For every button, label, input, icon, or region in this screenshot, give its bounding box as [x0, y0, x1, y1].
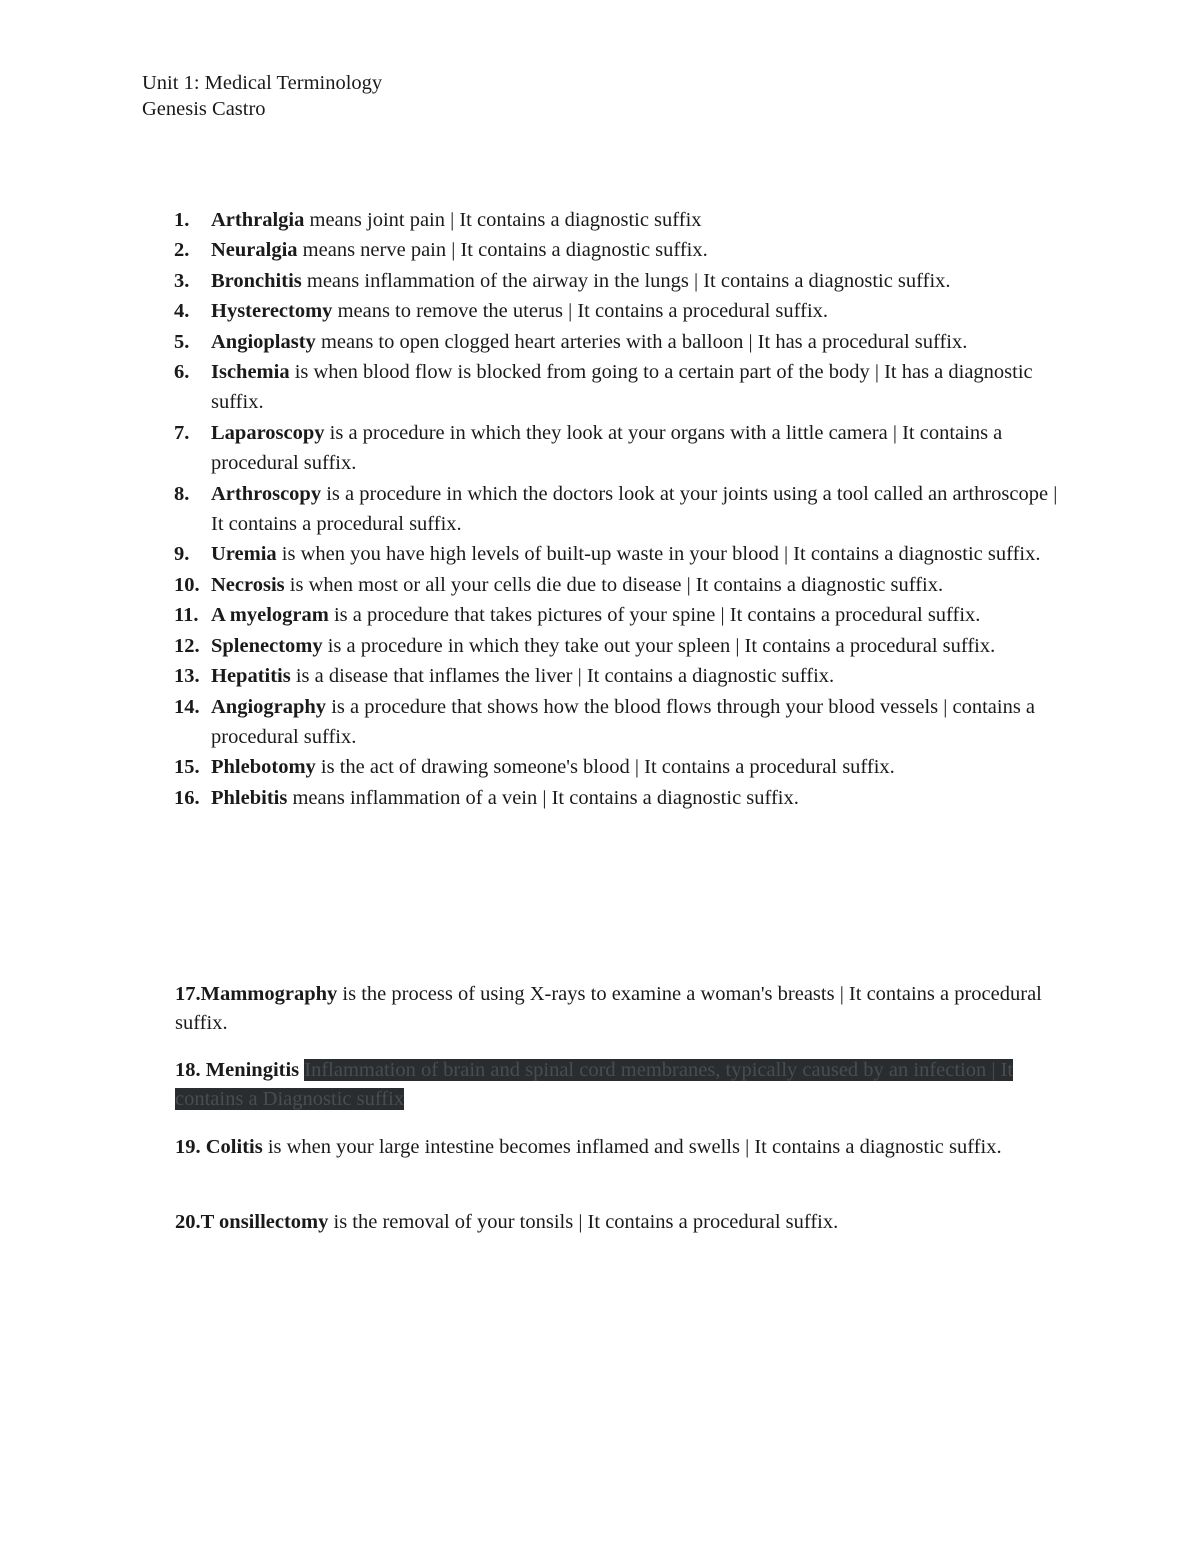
definition: is when most or all your cells die due to disease | It contains a diagnostic suffix.: [284, 573, 944, 596]
term: Bronchitis: [211, 269, 302, 292]
paragraph-20: 20.T onsillectomy is the removal of your tonsils | It contains a procedural suffix.: [175, 1211, 839, 1233]
definition: is the removal of your tonsils | It contains a procedural suffix.: [328, 1211, 839, 1233]
paragraph-19: 19. Colitis is when your large intestine becomes inflamed and swells | It contains a diagnostic suffix.: [175, 1136, 1002, 1158]
definition: is when blood flow is blocked from going to a certain part of the body | It has a diagnostic suffix.: [211, 361, 1033, 414]
term: Hysterectomy: [211, 300, 333, 323]
term: Angioplasty: [211, 330, 316, 353]
list-item: 8. Arthroscopy is a procedure in which the doctors look at your joints using a tool called an arthroscope | It contains a procedural suffix.: [174, 482, 1058, 536]
term: Meningitis: [205, 1059, 300, 1081]
term: T onsillectomy: [200, 1211, 329, 1233]
paragraph-18: 18. Meningitis Inflammation of brain and spinal cord membranes, typically caused by an infection | It contains a Diagnostic suffix: [175, 1059, 1014, 1110]
list-item: 3. Bronchitis means inflammation of the airway in the lungs | It contains a diagnostic suffix.: [174, 269, 951, 292]
term: Splenectomy: [211, 634, 323, 657]
list-item: 11. A myelogram is a procedure that takes pictures of your spine | It contains a procedural suffix.: [174, 604, 981, 627]
term: Colitis: [205, 1136, 263, 1158]
list-item: 2. Neuralgia means nerve pain | It contains a diagnostic suffix.: [174, 239, 708, 262]
term: Uremia: [211, 543, 277, 566]
definition: is when your large intestine becomes inflamed and swells | It contains a diagnostic suffix.: [262, 1136, 1002, 1158]
list-item: 1. Arthralgia means joint pain | It contains a diagnostic suffix: [174, 209, 702, 231]
term: Arthroscopy: [211, 482, 322, 505]
definition: is a procedure in which they look at your organs with a little camera | It contains a procedural suffix.: [211, 421, 1003, 475]
definition: means inflammation of the airway in the lungs | It contains a diagnostic suffix.: [301, 269, 951, 292]
term: Angiography: [211, 695, 327, 718]
list-item: 6. Ischemia is when blood flow is blocked from going to a certain part of the body | It has a diagnostic suffix.: [174, 361, 1033, 414]
list-item: 4. Hysterectomy means to remove the uterus | It contains a procedural suffix.: [174, 300, 829, 323]
definition: is when you have high levels of built-up waste in your blood | It contains a diagnostic suffix.: [276, 543, 1041, 566]
list-item: 12. Splenectomy is a procedure in which they take out your spleen | It contains a procedural suffix.: [174, 634, 996, 657]
list-item: 10. Necrosis is when most or all your cells die due to disease | It contains a diagnostic suffix.: [174, 573, 944, 596]
terminology-list: [142, 205, 1062, 813]
term: Ischemia: [211, 361, 290, 384]
definition: is the act of drawing someone's blood | It contains a procedural suffix.: [315, 756, 895, 779]
definition: means to open clogged heart arteries with a balloon | It has a procedural suffix.: [315, 330, 968, 353]
highlighted-definition: Inflammation of brain and spinal cord membranes, typically caused by an infection | It contains a Diagnostic suffix: [175, 1059, 1014, 1110]
definition: means nerve pain | It contains a diagnostic suffix.: [297, 239, 708, 262]
list-item: 9. Uremia is when you have high levels of built-up waste in your blood | It contains a diagnostic suffix.: [174, 543, 1041, 566]
term: Hepatitis: [211, 665, 291, 688]
term: Neuralgia: [211, 239, 298, 262]
term: Laparoscopy: [211, 421, 325, 444]
term: Necrosis: [211, 573, 285, 596]
list-item: 7. Laparoscopy is a procedure in which they look at your organs with a little camera | It contains a procedural suffix.: [174, 421, 1003, 475]
definition: is the process of using X-rays to examine a woman's breasts | It contains a procedural suffix.: [175, 983, 1042, 1034]
list-item: 5. Angioplasty means to open clogged heart arteries with a balloon | It has a procedural suffix.: [174, 330, 968, 353]
term: Phlebotomy: [211, 756, 316, 779]
definition: is a procedure in which the doctors look at your joints using a tool called an arthroscope | It contains a procedural suffix.: [211, 482, 1058, 536]
term: Arthralgia: [211, 209, 305, 231]
definition: is a procedure in which they take out your spleen | It contains a procedural suffix.: [322, 634, 996, 657]
document-title: Unit 1: Medical Terminology: [142, 72, 383, 94]
definition: is a procedure that shows how the blood flows through your blood vessels | contains a procedural suffix.: [211, 695, 1036, 748]
term: Mammography: [200, 983, 338, 1005]
definition: means inflammation of a vein | It contains a diagnostic suffix.: [287, 786, 799, 809]
list-item: 16. Phlebitis means inflammation of a vein | It contains a diagnostic suffix.: [174, 786, 799, 809]
definition: is a procedure that takes pictures of your spine | It contains a procedural suffix.: [328, 604, 981, 627]
author-name: Genesis Castro: [142, 98, 266, 120]
paragraph-17: 17.Mammography is the process of using X-rays to examine a woman's breasts | It contains a procedural suffix.: [175, 983, 1042, 1034]
list-item: 14. Angiography is a procedure that shows how the blood flows through your blood vessels | contains a procedural suffix.: [174, 695, 1036, 748]
term: Phlebitis: [211, 786, 288, 809]
definition: means joint pain | It contains a diagnostic suffix: [304, 209, 702, 231]
list-item: 15. Phlebotomy is the act of drawing someone's blood | It contains a procedural suffix.: [174, 756, 895, 779]
definition: is a disease that inflames the liver | It contains a diagnostic suffix.: [290, 665, 835, 688]
list-item: 13. Hepatitis is a disease that inflames the liver | It contains a diagnostic suffix.: [174, 665, 835, 688]
term: A myelogram: [211, 604, 329, 627]
definition: means to remove the uterus | It contains a procedural suffix.: [332, 300, 829, 323]
document-header: [142, 70, 382, 122]
